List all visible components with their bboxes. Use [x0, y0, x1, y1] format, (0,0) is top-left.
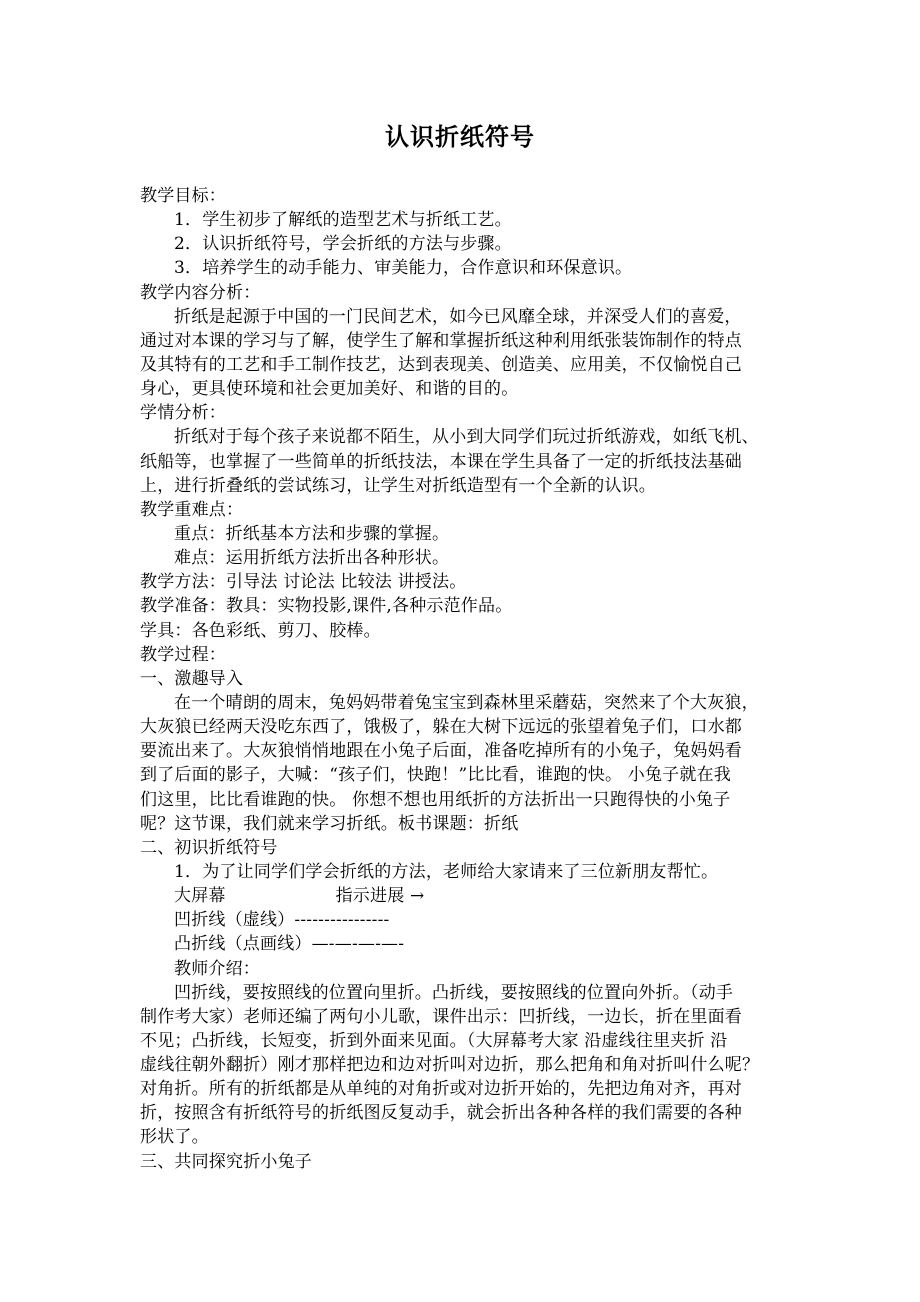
paragraph-line: 折，按照含有折纸符号的折纸图反复动手，就会折出各种各样的我们需要的各种 — [140, 1103, 742, 1124]
document-body — [140, 184, 800, 1174]
paragraph-line: 通过对本课的学习与了解，使学生了解和掌握折纸这种利用纸张装饰制作的特点 — [140, 330, 742, 351]
section-heading: 教学重难点： — [140, 499, 244, 520]
section-heading: 三、共同探究折小兔子 — [140, 1151, 312, 1172]
paragraph-line: 折纸是起源于中国的一门民间艺术，如今已风靡全球，并深受人们的喜爱， — [174, 306, 742, 327]
progress-label: 指示进展 → — [335, 886, 425, 907]
paragraph-line: 们这里，比比看谁跑的快。 你想不想也用纸折的方法折出一只跑得快的小兔子 — [140, 789, 731, 810]
section-heading: 学情分析： — [140, 403, 226, 424]
paragraph-line: 形状了。 — [140, 1127, 209, 1148]
section-heading: 教学目标： — [140, 186, 226, 206]
section-heading: 二、初识折纸符号 — [140, 837, 278, 858]
paragraph-line: 难点：运用折纸方法折出各种形状。 — [174, 548, 450, 569]
paragraph-line: 3．培养学生的动手能力、审美能力，合作意识和环保意识。 — [174, 258, 633, 279]
paragraph-line: 重点：折纸基本方法和步骤的掌握。 — [174, 523, 450, 544]
paragraph-line: 虚线往朝外翻折）刚才那样把边和边对折叫对边折，那么把角和角对折叫什么呢？ — [140, 1055, 760, 1076]
screen-label: 大屏幕 — [174, 886, 226, 907]
paragraph-line: 及其特有的工艺和手工制作技艺，达到表现美、创造美、应用美，不仅愉悦自己 — [140, 354, 742, 375]
paragraph-line: 身心，更具使环境和社会更加美好、和谐的目的。 — [140, 379, 519, 400]
section-heading: 教学过程： — [140, 644, 226, 665]
paragraph-line: 在一个晴朗的周末，兔妈妈带着兔宝宝到森林里采蘑菇，突然来了个大灰狼， — [174, 692, 759, 713]
paragraph-line: 凸折线（点画线）—-—-—-—- — [174, 934, 405, 955]
paragraph-line: 折纸对于每个孩子来说都不陌生，从小到大同学们玩过折纸游戏，如纸飞机、 — [174, 427, 759, 448]
paragraph-line: 大灰狼已经两天没吃东西了，饿极了，躲在大树下远远的张望着兔子们，口水都 — [140, 717, 742, 738]
paragraph-line: 凹折线，要按照线的位置向里折。凸折线，要按照线的位置向外折。（动手 — [174, 982, 734, 1003]
paragraph-line: 到了后面的影子，大喊：“孩子们，快跑！”比比看，谁跑的快。 小兔子就在我 — [140, 765, 731, 786]
paragraph-line — [140, 884, 800, 908]
section-heading: 教学内容分析： — [140, 282, 261, 303]
paragraph-line: 教学方法：引导法 讨论法 比较法 讲授法。 — [140, 572, 467, 593]
paragraph-line: 不见；凸折线，长短变，折到外面来见面。（大屏幕考大家 沿虚线往里夹折 沿 — [140, 1030, 728, 1051]
paragraph-line: 凹折线（虚线）---------------- — [174, 910, 390, 931]
paragraph-line: 教学准备：教具：实物投影,课件,各种示范作品。 — [140, 596, 513, 617]
paragraph-line: 上，进行折叠纸的尝试练习，让学生对折纸造型有一个全新的认识。 — [140, 475, 656, 496]
paragraph-line: 制作考大家）老师还编了两句小儿歌，课件出示：凹折线，一边长，折在里面看 — [140, 1006, 742, 1027]
paragraph-line: 学具：各色彩纸、剪刀、胶棒。 — [140, 620, 381, 641]
paragraph-line: 呢？这节课，我们就来学习折纸。板书课题：折纸 — [140, 813, 519, 834]
paragraph-line: 1．为了让同学们学会折纸的方法，老师给大家请来了三位新朋友帮忙。 — [174, 861, 719, 882]
paragraph-line: 2．认识折纸符号，学会折纸的方法与步骤。 — [174, 234, 512, 255]
section-heading: 一、激趣导入 — [140, 668, 244, 689]
paragraph-line: 纸船等，也掌握了一些简单的折纸技法，本课在学生具备了一定的折纸技法基础 — [140, 451, 742, 472]
paragraph-line: 对角折。所有的折纸都是从单纯的对角折或对边折开始的，先把边角对齐，再对 — [140, 1079, 742, 1100]
document-title: 认识折纸符号 — [385, 123, 535, 151]
paragraph-line: 要流出来了。大灰狼悄悄地跟在小兔子后面，准备吃掉所有的小兔子，兔妈妈看 — [140, 741, 742, 762]
paragraph-line: 1．学生初步了解纸的造型艺术与折纸工艺。 — [174, 210, 512, 231]
paragraph-line: 教师介绍： — [174, 958, 260, 979]
